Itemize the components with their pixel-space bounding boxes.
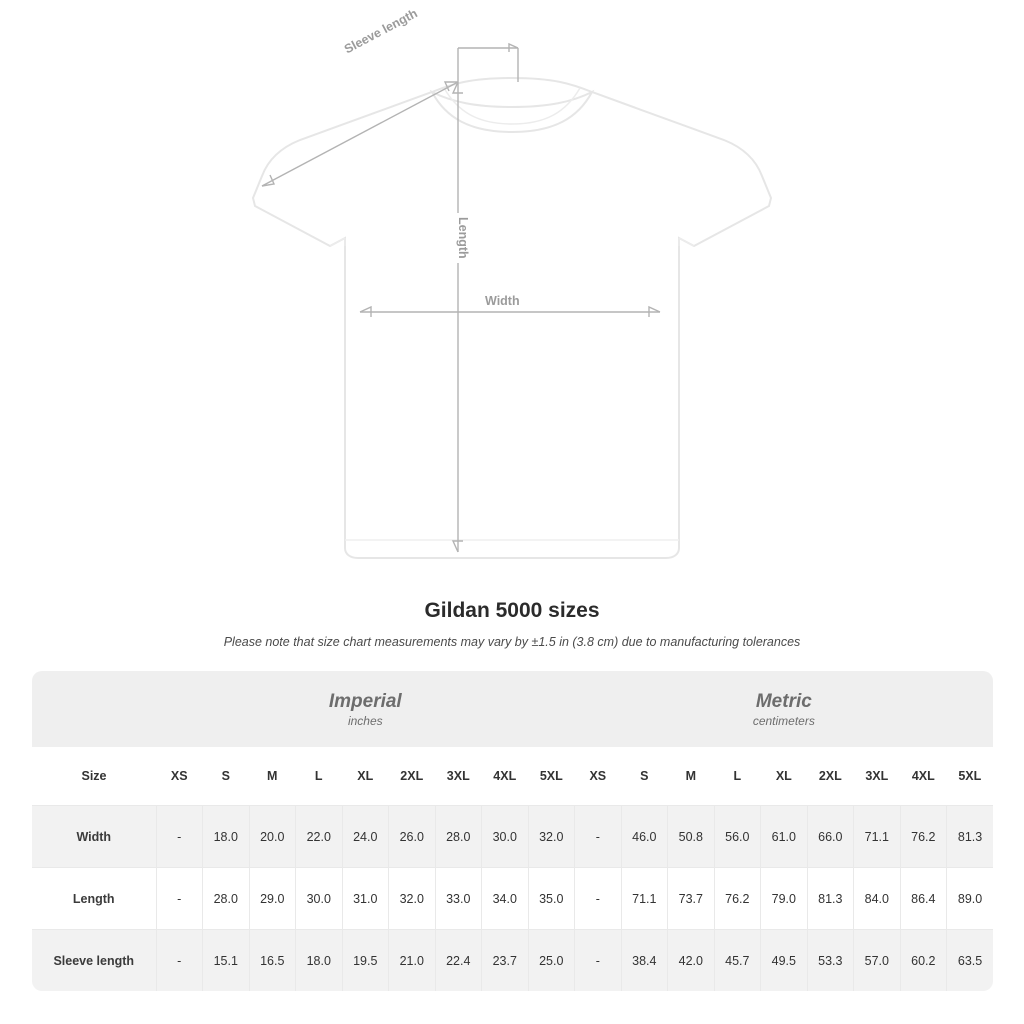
cell-length-metric-m: 73.7 [668, 868, 715, 930]
size-header-metric-3xl: 3XL [854, 747, 901, 806]
cell-sleeve-imperial-s: 15.1 [203, 930, 250, 992]
tolerance-note: Please note that size chart measurements may vary by ±1.5 in (3.8 cm) due to manufacturing tolerances [223, 635, 801, 649]
cell-sleeve-metric-m: 42.0 [668, 930, 715, 992]
cell-length-metric-xs: - [575, 868, 622, 930]
cell-width-metric-4xl: 76.2 [900, 806, 947, 868]
cell-width-metric-xl: 61.0 [761, 806, 808, 868]
cell-width-imperial-5xl: 32.0 [528, 806, 575, 868]
cell-sleeve-imperial-3xl: 22.4 [435, 930, 482, 992]
size-header-row [32, 747, 993, 806]
cell-length-metric-4xl: 86.4 [900, 868, 947, 930]
unit-sub-metric: centimeters [752, 713, 815, 728]
unit-name-imperial: Imperial [328, 691, 402, 713]
cell-length-imperial-xs: - [156, 868, 203, 930]
size-header-imperial-3xl: 3XL [435, 747, 482, 806]
table-row [32, 868, 993, 930]
unit-header-spacer [32, 671, 156, 747]
cell-length-imperial-l: 30.0 [296, 868, 343, 930]
width-label: Width [481, 293, 524, 309]
sleeve-length-label: Sleeve length [338, 3, 424, 59]
cell-sleeve-imperial-5xl: 25.0 [528, 930, 575, 992]
page-title: Gildan 5000 sizes [424, 599, 600, 622]
cell-length-imperial-5xl: 35.0 [528, 868, 575, 930]
cell-length-metric-xl: 79.0 [761, 868, 808, 930]
table-row [32, 806, 993, 868]
size-header-imperial-5xl: 5XL [528, 747, 575, 806]
cell-length-metric-5xl: 89.0 [947, 868, 994, 930]
unit-header-row [32, 671, 993, 747]
size-header-imperial-xs: XS [156, 747, 203, 806]
size-chart-table-wrap [32, 671, 992, 991]
size-header-imperial-s: S [203, 747, 250, 806]
table-row [32, 930, 993, 992]
cell-sleeve-imperial-xs: - [156, 930, 203, 992]
size-header-metric-xl: XL [761, 747, 808, 806]
size-header-imperial-4xl: 4XL [482, 747, 529, 806]
cell-length-imperial-3xl: 33.0 [435, 868, 482, 930]
size-header-metric-l: L [714, 747, 761, 806]
size-header-imperial-l: L [296, 747, 343, 806]
cell-sleeve-imperial-xl: 19.5 [342, 930, 389, 992]
cell-sleeve-imperial-l: 18.0 [296, 930, 343, 992]
cell-length-imperial-2xl: 32.0 [389, 868, 436, 930]
cell-length-imperial-s: 28.0 [203, 868, 250, 930]
unit-sub-imperial: inches [347, 713, 383, 728]
size-header-metric-2xl: 2XL [807, 747, 854, 806]
size-header-imperial-2xl: 2XL [389, 747, 436, 806]
cell-sleeve-metric-xs: - [575, 930, 622, 992]
cell-length-imperial-xl: 31.0 [342, 868, 389, 930]
size-header-metric-s: S [621, 747, 668, 806]
cell-sleeve-metric-2xl: 53.3 [807, 930, 854, 992]
title-block [0, 599, 1024, 649]
cell-width-imperial-4xl: 30.0 [482, 806, 529, 868]
cell-width-metric-3xl: 71.1 [854, 806, 901, 868]
cell-length-metric-3xl: 84.0 [854, 868, 901, 930]
length-label: Length [455, 213, 471, 263]
cell-width-imperial-s: 18.0 [203, 806, 250, 868]
unit-header-imperial [156, 671, 575, 747]
cell-sleeve-metric-4xl: 60.2 [900, 930, 947, 992]
cell-sleeve-metric-l: 45.7 [714, 930, 761, 992]
cell-length-metric-l: 76.2 [714, 868, 761, 930]
size-header-metric-4xl: 4XL [900, 747, 947, 806]
cell-sleeve-metric-3xl: 57.0 [854, 930, 901, 992]
cell-width-metric-xs: - [575, 806, 622, 868]
cell-width-metric-s: 46.0 [621, 806, 668, 868]
cell-width-imperial-m: 20.0 [249, 806, 296, 868]
size-header-metric-xs: XS [575, 747, 622, 806]
row-label-width: Width [32, 806, 156, 868]
cell-sleeve-imperial-2xl: 21.0 [389, 930, 436, 992]
cell-sleeve-imperial-m: 16.5 [249, 930, 296, 992]
size-header-imperial-m: M [249, 747, 296, 806]
row-label-length: Length [32, 868, 156, 930]
unit-header-metric [575, 671, 994, 747]
size-header-metric-5xl: 5XL [947, 747, 994, 806]
cell-width-imperial-xs: - [156, 806, 203, 868]
unit-name-metric: Metric [755, 691, 812, 713]
cell-width-imperial-3xl: 28.0 [435, 806, 482, 868]
cell-width-imperial-l: 22.0 [296, 806, 343, 868]
size-header-label: Size [32, 747, 156, 806]
cell-length-imperial-4xl: 34.0 [482, 868, 529, 930]
cell-width-imperial-xl: 24.0 [342, 806, 389, 868]
cell-length-imperial-m: 29.0 [249, 868, 296, 930]
cell-width-metric-2xl: 66.0 [807, 806, 854, 868]
cell-length-metric-2xl: 81.3 [807, 868, 854, 930]
size-header-imperial-xl: XL [342, 747, 389, 806]
size-chart-table [32, 671, 993, 991]
size-header-metric-m: M [668, 747, 715, 806]
cell-sleeve-imperial-4xl: 23.7 [482, 930, 529, 992]
cell-width-metric-5xl: 81.3 [947, 806, 994, 868]
cell-sleeve-metric-5xl: 63.5 [947, 930, 994, 992]
cell-length-metric-s: 71.1 [621, 868, 668, 930]
cell-sleeve-metric-xl: 49.5 [761, 930, 808, 992]
cell-width-metric-m: 50.8 [668, 806, 715, 868]
cell-sleeve-metric-s: 38.4 [621, 930, 668, 992]
cell-width-metric-l: 56.0 [714, 806, 761, 868]
cell-width-imperial-2xl: 26.0 [389, 806, 436, 868]
row-label-sleeve-length: Sleeve length [32, 930, 156, 992]
